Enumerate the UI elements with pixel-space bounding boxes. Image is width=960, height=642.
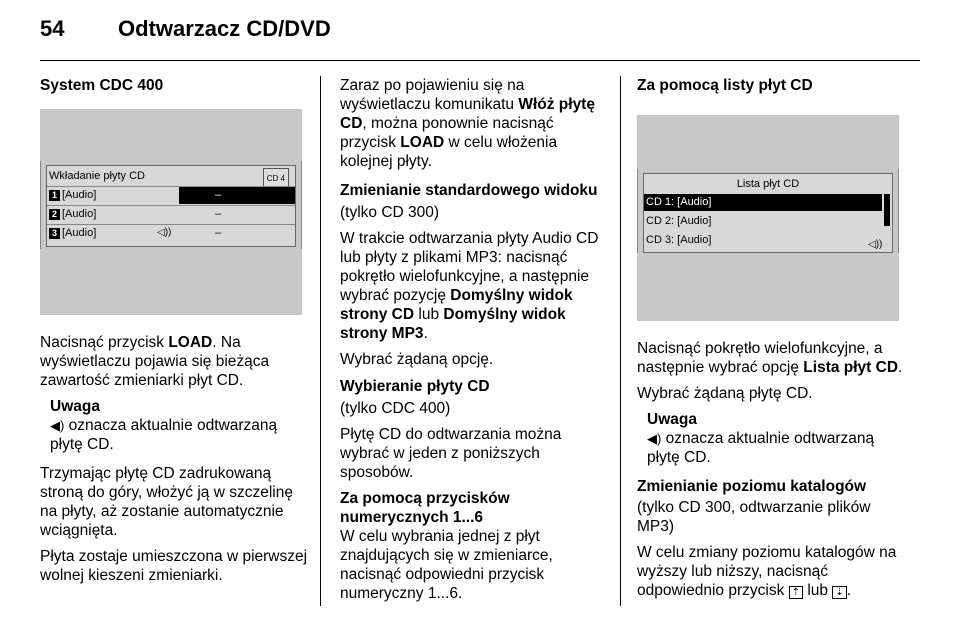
column-2 <box>340 76 608 610</box>
column-divider <box>320 76 321 606</box>
column-1 <box>40 76 308 592</box>
cd-tab: CD 4 <box>263 168 289 189</box>
lcd-display <box>643 173 893 253</box>
paragraph: (tylko CD 300) <box>340 204 440 221</box>
scrollbar <box>884 194 890 226</box>
section-heading: Wybieranie płyty CD <box>340 378 490 395</box>
folder-down-icon: ⇣ <box>832 586 846 599</box>
folder-up-icon: ⇡ <box>789 586 803 599</box>
paragraph: W celu zmiany poziomu katalogów na wyższy lub niższy, nacisnąć odpowiednio przycisk ⇡ lub ⇣ . <box>637 544 897 599</box>
subsection-heading: Za pomocą przycisków numerycznych 1...6 <box>340 490 510 526</box>
note-box: Uwaga ◀) oznacza aktualnie odtwarzaną płytę CD. <box>637 410 909 467</box>
speaker-icon: ◁)) <box>868 239 883 250</box>
lcd-row: CD 2: [Audio] <box>646 215 712 227</box>
lcd-row: CD 1: [Audio] <box>646 196 712 208</box>
section-heading: Zmienianie poziomu katalogów <box>637 478 867 495</box>
lcd-row: CD 3: [Audio] <box>646 234 712 246</box>
speaker-icon: ◁)) <box>157 227 172 238</box>
lcd-row: 3 [Audio] ◁)) – <box>49 225 293 241</box>
paragraph: Nacisnąć przycisk LOAD. Na wyświetlaczu pojawia się bieżąca zawartość zmieniarki płyt CD. <box>40 334 270 389</box>
note-title: Uwaga <box>50 398 100 415</box>
paragraph: Wybrać żądaną opcję. <box>340 351 494 368</box>
lcd-row: 2 [Audio] – <box>49 206 293 222</box>
lcd-title: Wkładanie płyty CD <box>49 170 145 182</box>
paragraph: Płyta zostaje umieszczona w pierwszej wolnej kieszeni zmieniarki. <box>40 548 308 584</box>
header-rule <box>40 60 920 61</box>
paragraph: W trakcie odtwarzania płyty Audio CD lub płyty z plikami MP3: nacisnąć pokrętło wielofunkcyjne, a następnie wybrać pozycję Domyślny widok strony CD lub Domyślny widok strony MP3. <box>340 230 599 342</box>
paragraph: (tylko CD 300, odtwarzanie plików MP3) <box>637 499 871 535</box>
paragraph: Nacisnąć pokrętło wielofunkcyjne, a następnie wybrać opcję Lista płyt CD. <box>637 340 903 376</box>
page-header <box>40 16 920 56</box>
section-heading: Zmienianie standardowego widoku <box>340 182 598 199</box>
paragraph: Płytę CD do odtwarzania można wybrać w jeden z poniższych sposobów. <box>340 426 562 481</box>
screen-image-cd-list <box>637 115 899 321</box>
column-divider <box>620 76 621 606</box>
paragraph: (tylko CDC 400) <box>340 400 451 417</box>
paragraph: W celu wybrania jednej z płyt znajdujących się w zmieniarce, nacisnąć odpowiedni przycisk numeryczny 1...6. <box>340 528 553 602</box>
lcd-display <box>46 165 296 247</box>
note-title: Uwaga <box>647 411 697 428</box>
paragraph: Wybrać żądaną płytę CD. <box>637 385 813 402</box>
note-box: Uwaga ◀) oznacza aktualnie odtwarzaną płytę CD. <box>40 397 308 454</box>
paragraph: Zaraz po pojawieniu się na wyświetlaczu komunikatu Włóż płytę CD, można ponownie nacisnąć przycisk LOAD w celu włożenia kolejnej płyty. <box>340 77 595 170</box>
speaker-icon: ◀) <box>647 431 662 446</box>
section-heading: Za pomocą listy płyt CD <box>637 77 813 94</box>
column-3 <box>637 76 909 609</box>
chapter-title: Odtwarzacz CD/DVD <box>118 16 331 41</box>
paragraph: Trzymając płytę CD zadrukowaną stroną do góry, włożyć ją w szczelinę na płyty, aż zostanie automatycznie wciągnięta. <box>40 465 293 539</box>
lcd-title: Lista płyt CD <box>736 178 800 190</box>
page-number: 54 <box>40 16 65 41</box>
speaker-icon: ◀) <box>50 418 65 433</box>
lcd-row: 1 [Audio] – <box>49 187 293 203</box>
section-heading: System CDC 400 <box>40 77 164 94</box>
screen-image-cd-load <box>40 109 302 315</box>
